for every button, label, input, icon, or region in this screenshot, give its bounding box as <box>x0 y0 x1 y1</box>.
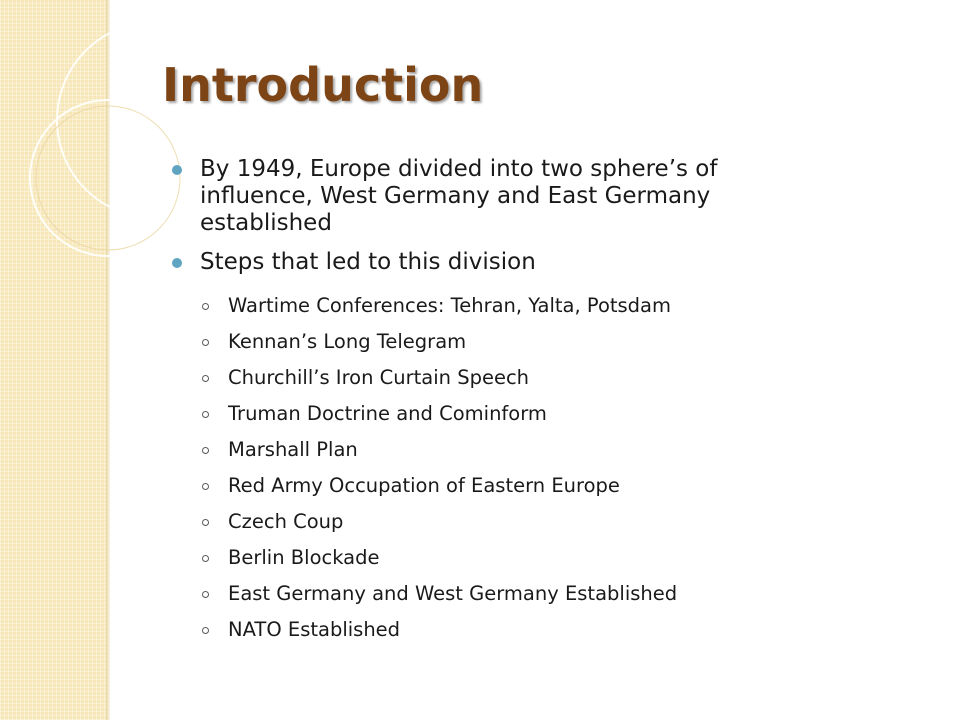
sub-bullet-item <box>172 324 812 360</box>
ring-bullet-icon <box>202 555 209 562</box>
sub-bullet-text: Kennan’s Long Telegram <box>228 330 467 353</box>
bullet-text: By 1949, Europe divided into two sphere’s of influence, West Germany and East Germany established <box>200 156 718 236</box>
sub-bullet-item <box>172 612 812 648</box>
ring-bullet-icon <box>202 483 209 490</box>
sub-bullet-text: Red Army Occupation of Eastern Europe <box>228 474 620 497</box>
sub-bullet-item <box>172 288 812 324</box>
sub-bullet-item <box>172 504 812 540</box>
sub-bullet-item <box>172 468 812 504</box>
sub-bullet-text: NATO Established <box>228 618 401 641</box>
ring-bullet-icon <box>202 375 209 382</box>
bullet-text: Steps that led to this division <box>200 249 536 275</box>
sub-bullet-item <box>172 576 812 612</box>
ring-bullet-icon <box>202 519 209 526</box>
sub-bullet-item <box>172 396 812 432</box>
sub-bullet-text: Wartime Conferences: Tehran, Yalta, Potsdam <box>228 294 671 317</box>
sub-bullet-item <box>172 360 812 396</box>
slide-title: Introduction <box>162 58 484 112</box>
sub-bullet-item <box>172 540 812 576</box>
ring-bullet-icon <box>202 591 209 598</box>
ring-bullet-icon <box>202 627 209 634</box>
ring-bullet-icon <box>202 339 209 346</box>
ring-bullet-icon <box>202 411 209 418</box>
bullet-dot-icon <box>172 165 182 175</box>
sub-bullet-item <box>172 432 812 468</box>
decorative-circle-small <box>30 100 186 256</box>
sub-bullet-text: Truman Doctrine and Cominform <box>228 402 547 425</box>
bullet-item <box>172 249 812 276</box>
ring-bullet-icon <box>202 447 209 454</box>
sub-bullet-text: Czech Coup <box>228 510 344 533</box>
ring-bullet-icon <box>202 303 209 310</box>
bullet-item <box>172 156 812 237</box>
sub-bullet-text: East Germany and West Germany Established <box>228 582 678 605</box>
sub-bullet-list <box>172 288 812 648</box>
slide-content <box>172 156 812 648</box>
sub-bullet-text: Berlin Blockade <box>228 546 380 569</box>
sub-bullet-text: Churchill’s Iron Curtain Speech <box>228 366 530 389</box>
sub-bullet-text: Marshall Plan <box>228 438 358 461</box>
bullet-dot-icon <box>172 258 182 268</box>
